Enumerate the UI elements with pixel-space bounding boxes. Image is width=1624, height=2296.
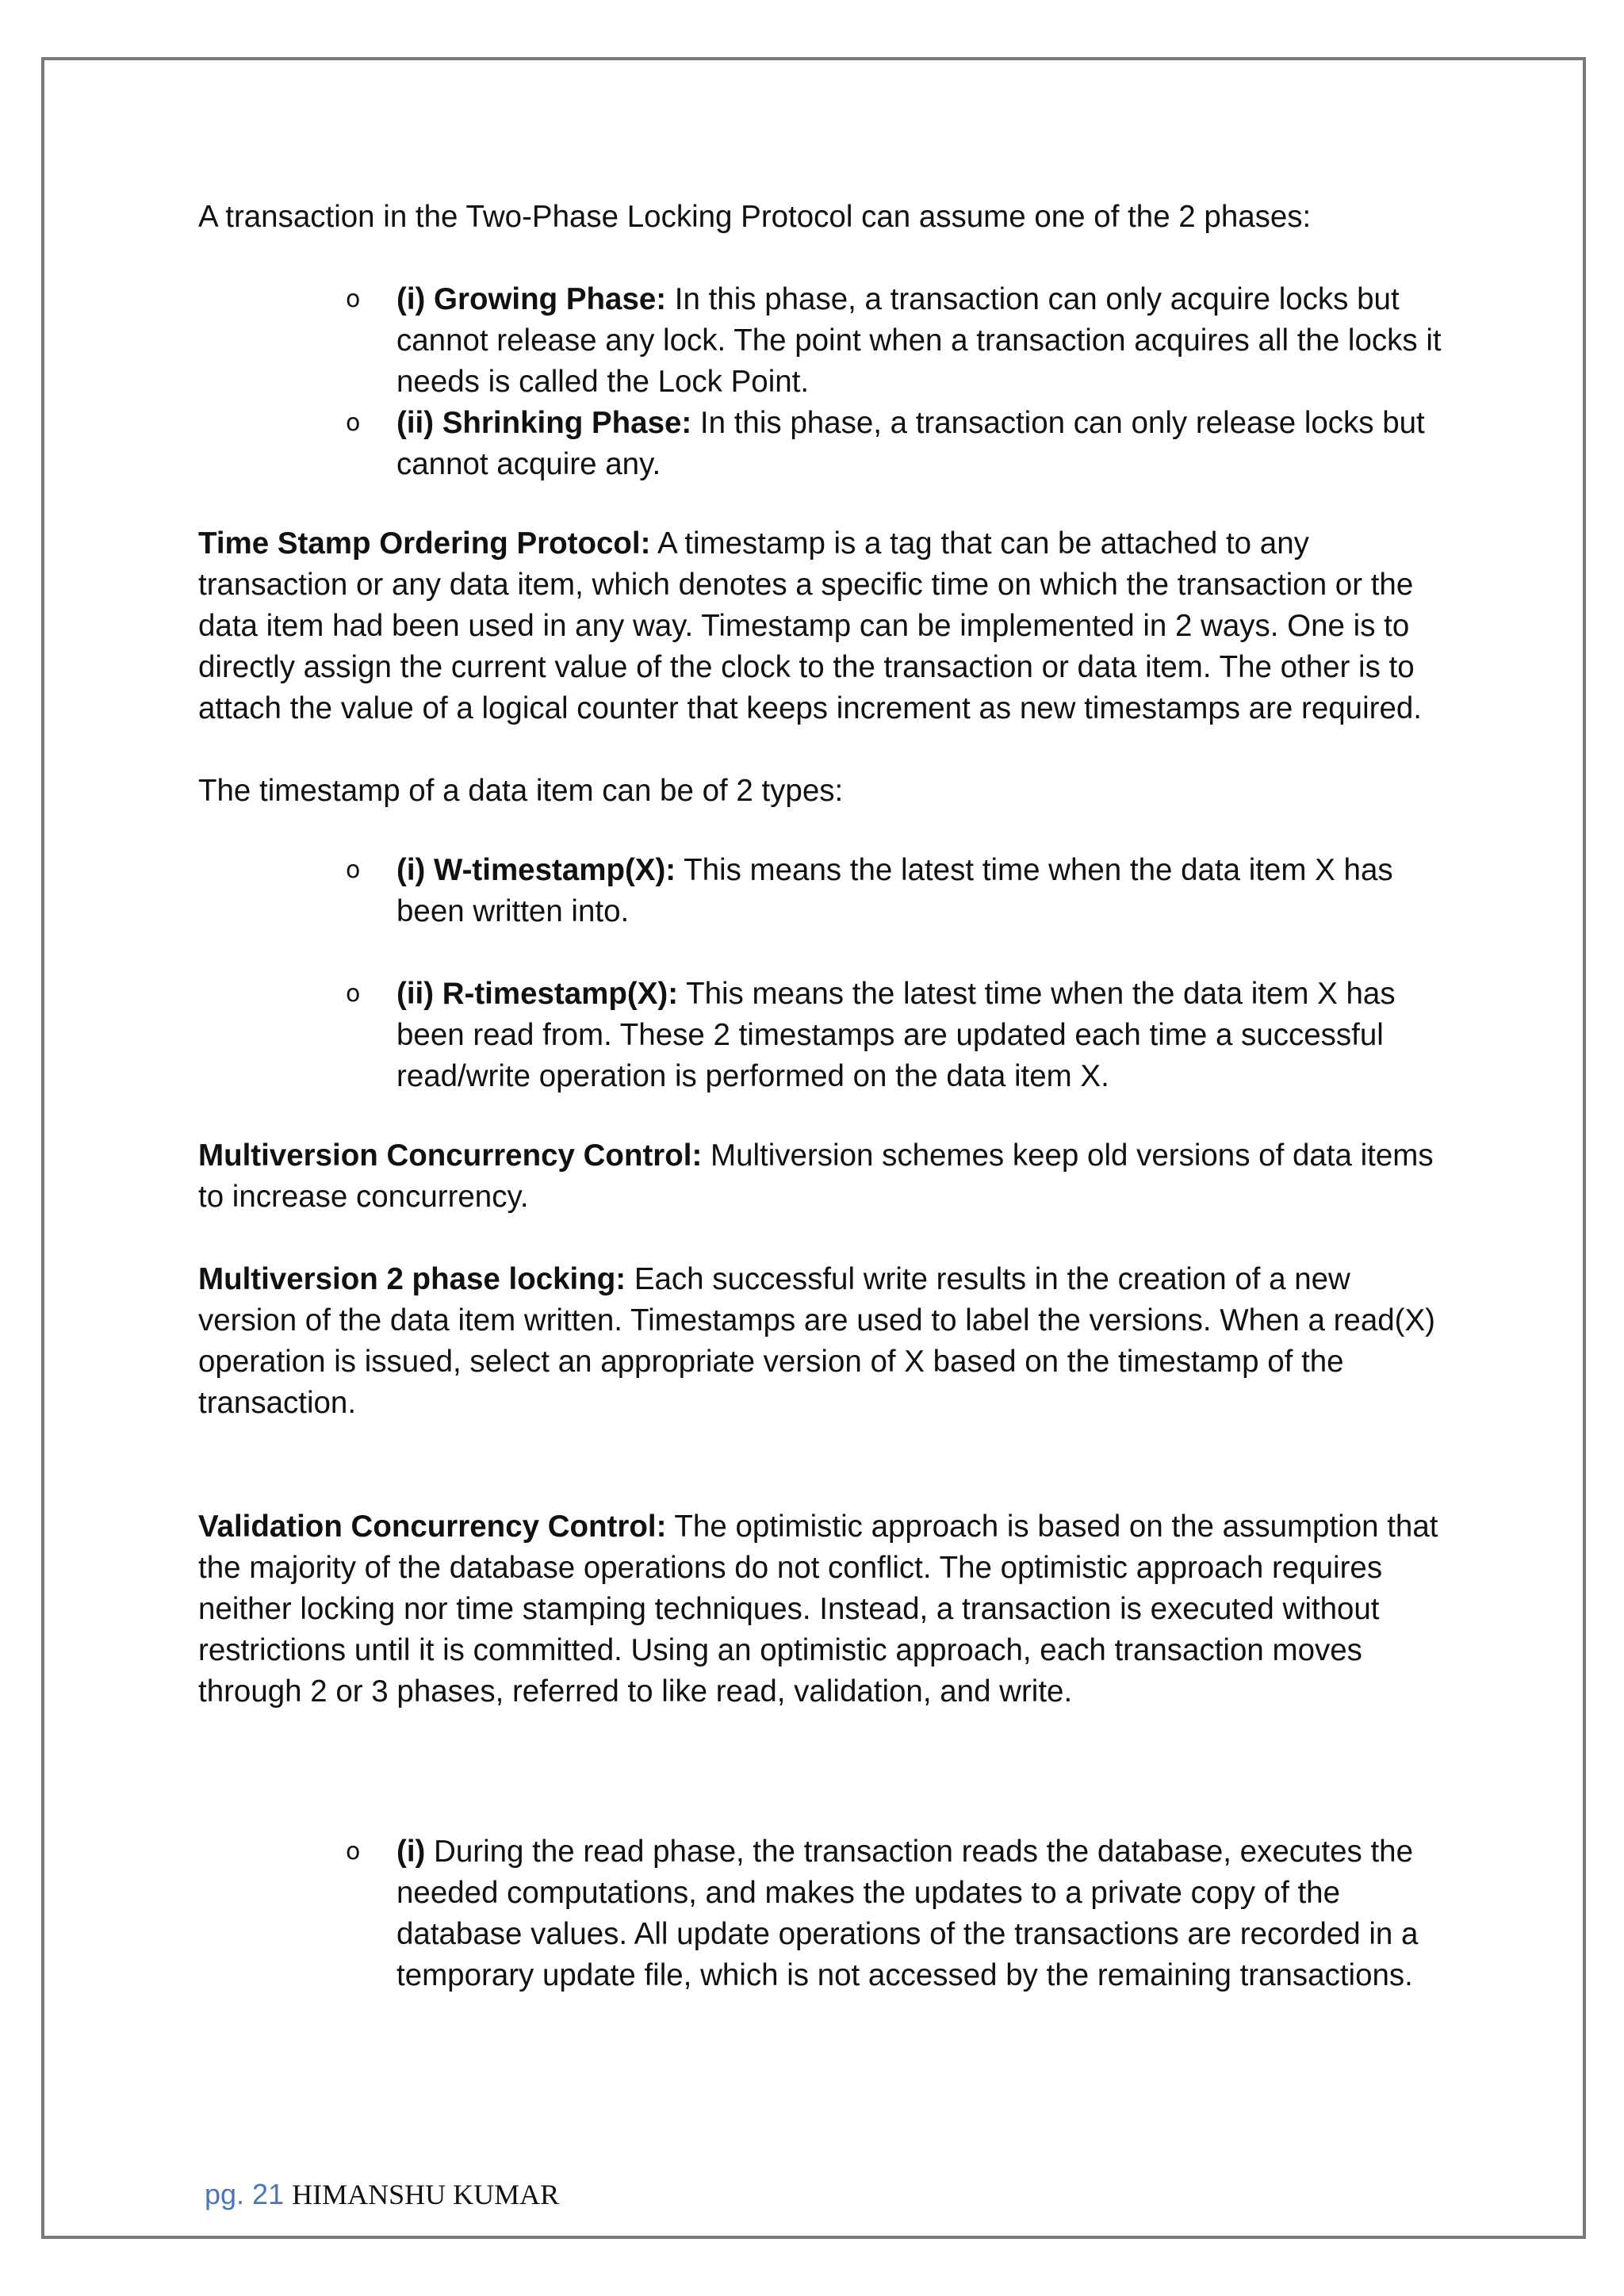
bullet-icon: o <box>346 856 361 884</box>
phase-text: In this phase, a transaction can only release locks but cannot acquire any. <box>396 406 1425 481</box>
bullet-icon: o <box>346 285 361 313</box>
page-number: pg. 21 <box>205 2178 285 2210</box>
multiversion-text: Multiversion schemes keep old versions of data items to increase concurrency. <box>198 1138 1434 1214</box>
phase-text: In this phase, a transaction can only acquire locks but cannot release any lock. The point when a transaction acquires all the locks it needs is called the Lock Point. <box>396 282 1442 399</box>
list-item <box>346 974 1443 1097</box>
timestamp-types-list <box>198 850 1443 1097</box>
phase-label: (i) Growing Phase: <box>396 282 667 316</box>
author-name: HIMANSHU KUMAR <box>292 2179 560 2210</box>
intro-paragraph: A transaction in the Two-Phase Locking Protocol can assume one of the 2 phases: <box>198 200 1312 234</box>
two-phase-list <box>198 279 1443 485</box>
timestamp-type-text: This means the latest time when the data item X has been read from. These 2 timestamps are updated each time a successful read/write operation is performed on the data item X. <box>396 977 1396 1093</box>
validation-phases-list <box>198 1831 1443 1996</box>
validation-label: Validation Concurrency Control: <box>198 1510 667 1544</box>
list-item <box>346 403 1443 485</box>
timestamp-protocol-paragraph <box>198 523 1443 729</box>
validation-paragraph <box>198 1506 1443 1712</box>
list-item <box>346 850 1443 932</box>
phase-label: (ii) Shrinking Phase: <box>396 406 692 440</box>
page-footer <box>205 2177 559 2212</box>
multiversion-label: Multiversion Concurrency Control: <box>198 1138 703 1173</box>
timestamp-type-label: (ii) R-timestamp(X): <box>396 977 679 1011</box>
multiversion-2pl-label: Multiversion 2 phase locking: <box>198 1262 626 1296</box>
timestamp-type-text: This means the latest time when the data item X has been written into. <box>396 853 1393 928</box>
document-body <box>198 197 1443 1996</box>
timestamp-types-intro: The timestamp of a data item can be of 2 types: <box>198 774 844 808</box>
multiversion-2pl-paragraph <box>198 1259 1443 1424</box>
timestamp-protocol-label: Time Stamp Ordering Protocol: <box>198 526 651 561</box>
bullet-icon: o <box>346 409 361 437</box>
validation-text: The optimistic approach is based on the assumption that the majority of the database operations do not conflict. The optimistic approach requires neither locking nor time stamping techniques. Instead, a transaction is executed without restrictions until it is committed. Using an optimistic approach, each transaction moves through 2 or 3 phases, referred to like read, validation, and write. <box>198 1510 1438 1709</box>
list-item <box>346 279 1443 403</box>
bullet-icon: o <box>346 980 361 1008</box>
timestamp-type-label: (i) W-timestamp(X): <box>396 853 676 887</box>
list-item <box>346 1831 1443 1996</box>
multiversion-2pl-text: Each successful write results in the creation of a new version of the data item written. Timestamps are used to label the versions. When a read(X) operation is issued, select an appropriate version of X based on the timestamp of the transaction. <box>198 1262 1435 1420</box>
bullet-icon: o <box>346 1838 361 1866</box>
validation-phase-text: During the read phase, the transaction reads the database, executes the needed computations, and makes the updates to a private copy of the database values. All update operations of the transactions are recorded in a temporary update file, which is not accessed by the remaining transactions. <box>396 1835 1419 1992</box>
multiversion-paragraph <box>198 1135 1443 1218</box>
timestamp-protocol-text: A timestamp is a tag that can be attached to any transaction or any data item, which denotes a specific time on which the transaction or the data item had been used in any way. Timestamp can be implemented in 2 ways. One is to directly assign the current value of the clock to the transaction or data item. The other is to attach the value of a logical counter that keeps increment as new timestamps are required. <box>198 526 1422 725</box>
validation-phase-label: (i) <box>396 1835 426 1869</box>
